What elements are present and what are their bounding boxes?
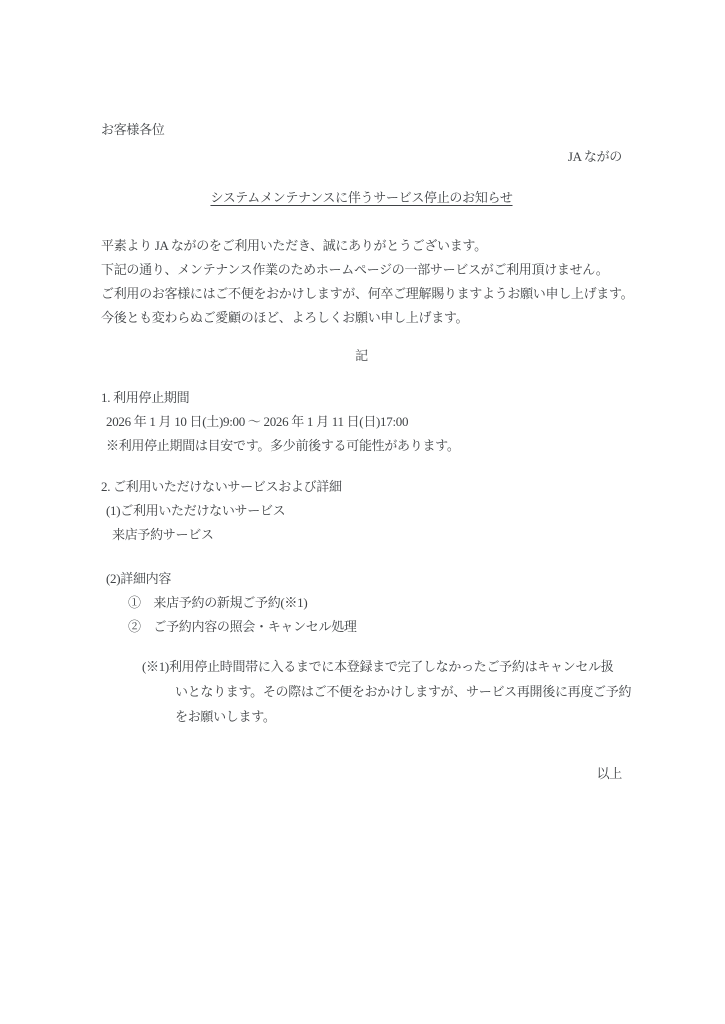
recipient-line: お客様各位: [101, 122, 165, 137]
sender-name: JA ながの: [567, 149, 622, 164]
footnote-label: (※1): [142, 659, 169, 674]
section2-sub2-item: ① 来店予約の新規ご予約(※1): [128, 595, 308, 610]
section2-sub2-item: ② ご予約内容の照会・キャンセル処理: [128, 619, 357, 634]
intro-line: 下記の通り、メンテナンス作業のためホームページの一部サービスがご利用頂けません。: [101, 262, 609, 277]
section2-sub1-item: 来店予約サービス: [112, 527, 214, 542]
footnote-line: をお願いします。: [175, 709, 276, 724]
notice-title: システムメンテナンスに伴うサービス停止のお知らせ: [210, 190, 513, 205]
section1-note: ※利用停止期間は目安です。多少前後する可能性があります。: [106, 438, 460, 453]
closing-marker: 以上: [596, 766, 622, 781]
intro-paragraph: [101, 234, 634, 330]
footnote-line: いとなります。その際はご不便をおかけしますが、サービス再開後に再度ご予約: [175, 684, 632, 699]
title-row: [101, 186, 622, 210]
section-suspension-period: [101, 386, 622, 458]
footnote-block: [101, 654, 632, 729]
section1-period: 2026 年 1 月 10 日(土)9:00 ～ 2026 年 1 月 11 日(日)17:00: [106, 414, 409, 429]
intro-line: ご利用のお客様にはご不便をおかけしますが、何卒ご理解賜りますようお願い申し上げます。: [101, 286, 634, 301]
footnote-line: [101, 654, 622, 679]
record-marker: 記: [355, 348, 368, 363]
section-unavailable-services: [101, 475, 622, 547]
footnote-text: 利用停止時間帯に入るまでに本登録まで完了しなかったご予約はキャンセル扱: [168, 659, 614, 674]
section2-sub1-heading: (1)ご利用いただけないサービス: [106, 503, 286, 518]
intro-line: 今後とも変わらぬご愛顧のほど、よろしくお願い申し上げます。: [101, 310, 469, 325]
section2-sub2-heading: (2)詳細内容: [106, 571, 172, 586]
section2-heading: 2. ご利用いただけないサービスおよび詳細: [101, 479, 342, 494]
intro-line: 平素より JA ながのをご利用いただき、誠にありがとうございます。: [101, 238, 487, 253]
section1-heading: 1. 利用停止期間: [101, 390, 190, 405]
section-details: [101, 567, 622, 639]
